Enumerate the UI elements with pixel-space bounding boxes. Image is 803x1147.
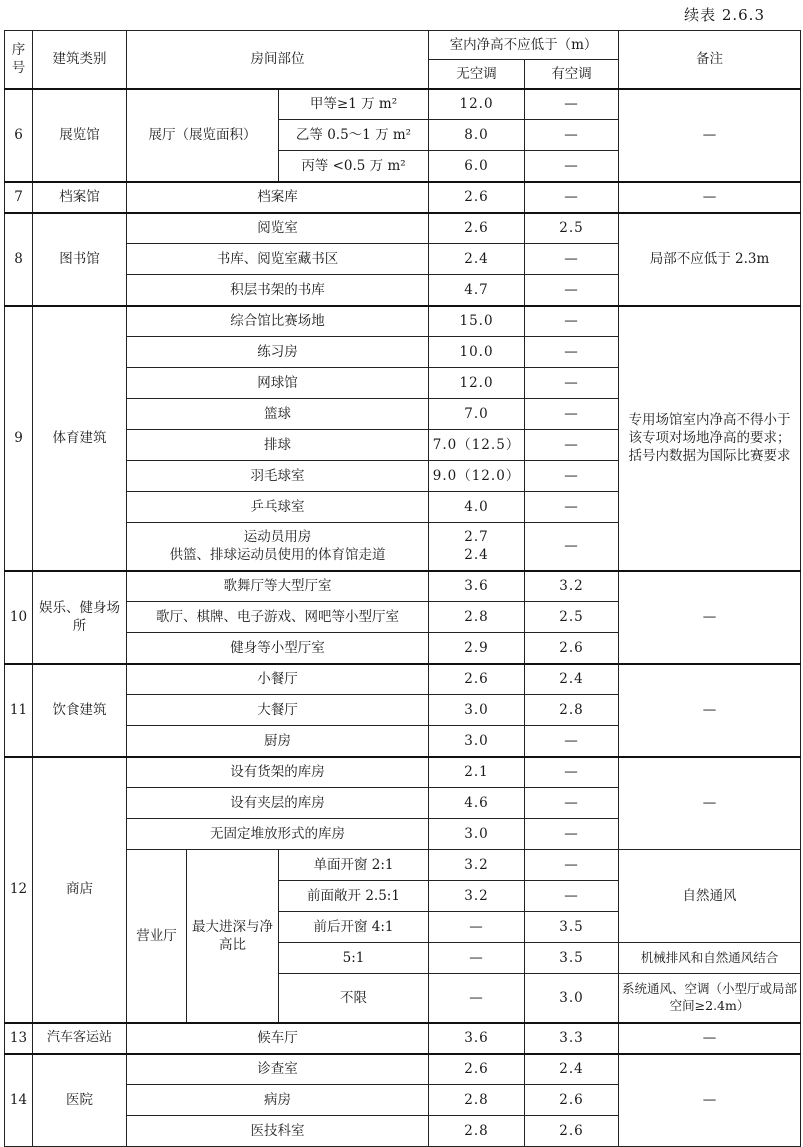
value-with-ac: 2.6: [525, 1085, 619, 1116]
value-with-ac: 3.5: [525, 912, 619, 943]
header-no: 序号: [5, 31, 33, 89]
value-with-ac: —: [525, 523, 619, 571]
room-name: 歌厅、棋牌、电子游戏、网吧等小型厅室: [127, 602, 429, 633]
table-row: [5, 1054, 801, 1085]
table-caption: 续表 2.6.3: [684, 6, 765, 24]
note: —: [619, 89, 801, 182]
header-type: 建筑类别: [33, 31, 127, 89]
value-no-ac: 3.0: [429, 726, 525, 757]
room-name: 书库、阅览室藏书区: [127, 244, 429, 275]
value-line: 2.4: [464, 547, 489, 564]
value-with-ac: —: [525, 461, 619, 492]
value-no-ac: —: [429, 974, 525, 1023]
building-type: 展览馆: [33, 89, 127, 182]
room-name: 不限: [279, 974, 429, 1023]
building-type: 医院: [33, 1054, 127, 1147]
value-no-ac: 15.0: [429, 306, 525, 337]
room-name: 练习房: [127, 337, 429, 368]
building-type: 娱乐、健身场所: [33, 571, 127, 664]
sub-category: 展厅（展览面积）: [127, 89, 279, 182]
value-no-ac: 6.0: [429, 151, 525, 182]
room-name: 综合馆比赛场地: [127, 306, 429, 337]
business-hall: 营业厅: [127, 850, 187, 1023]
value-no-ac: 4.7: [429, 275, 525, 306]
value-with-ac: 2.4: [525, 664, 619, 695]
note: —: [619, 182, 801, 213]
value-no-ac: 2.8: [429, 1116, 525, 1147]
value-no-ac: 2.9: [429, 633, 525, 664]
note: 系统通风、空调（小型厅或局部空间≥2.4m）: [619, 974, 801, 1023]
value-with-ac: —: [525, 244, 619, 275]
value-with-ac: —: [525, 492, 619, 523]
value-no-ac: 8.0: [429, 120, 525, 151]
building-type: 汽车客运站: [33, 1023, 127, 1054]
value-no-ac: 3.2: [429, 850, 525, 881]
row-no: 10: [5, 571, 33, 664]
room-name: 单面开窗 2:1: [279, 850, 429, 881]
value-with-ac: 2.6: [525, 1116, 619, 1147]
value-no-ac: 7.0: [429, 399, 525, 430]
room-name: 篮球: [127, 399, 429, 430]
value-with-ac: 2.5: [525, 602, 619, 633]
room-name: 候车厅: [127, 1023, 429, 1054]
value-with-ac: —: [525, 151, 619, 182]
value-no-ac: 2.4: [429, 244, 525, 275]
room-name: 档案库: [127, 182, 429, 213]
note: —: [619, 1023, 801, 1054]
row-no: 14: [5, 1054, 33, 1147]
value-with-ac: —: [525, 89, 619, 120]
room-name: 甲等≥1 万 m²: [279, 89, 429, 120]
room-name: 阅览室: [127, 213, 429, 244]
value-with-ac: —: [525, 337, 619, 368]
value-no-ac: 4.6: [429, 788, 525, 819]
value-no-ac: [429, 523, 525, 571]
room-name: 乙等 0.5～1 万 m²: [279, 120, 429, 151]
table-row: [5, 1023, 801, 1054]
value-no-ac: 12.0: [429, 89, 525, 120]
value-line: 2.7: [464, 529, 489, 546]
value-with-ac: —: [525, 182, 619, 213]
value-with-ac: —: [525, 399, 619, 430]
row-no: 6: [5, 89, 33, 182]
room-name: 小餐厅: [127, 664, 429, 695]
height-spec-table: [4, 30, 801, 1147]
table-row: [5, 757, 801, 788]
note: 局部不应低于 2.3m: [619, 213, 801, 306]
header-no-ac: 无空调: [429, 60, 525, 89]
row-no: 13: [5, 1023, 33, 1054]
value-no-ac: 2.6: [429, 213, 525, 244]
value-with-ac: —: [525, 368, 619, 399]
depth-height-ratio: 最大进深与净高比: [187, 850, 279, 1023]
note: 专用场馆室内净高不得小于该专项对场地净高的要求；括号内数据为国际比赛要求: [619, 306, 801, 571]
value-with-ac: 3.5: [525, 943, 619, 974]
value-with-ac: 2.6: [525, 633, 619, 664]
table-row: [5, 89, 801, 120]
value-no-ac: 3.6: [429, 571, 525, 602]
room-name: 诊查室: [127, 1054, 429, 1085]
room-name: 排球: [127, 430, 429, 461]
note: —: [619, 571, 801, 664]
header-note: 备注: [619, 31, 801, 89]
value-with-ac: 3.2: [525, 571, 619, 602]
value-no-ac: 3.0: [429, 695, 525, 726]
room-name: 前后开窗 4:1: [279, 912, 429, 943]
header-height: 室内净高不应低于（m）: [429, 31, 619, 60]
value-no-ac: 12.0: [429, 368, 525, 399]
note: —: [619, 1054, 801, 1147]
room-name: 网球馆: [127, 368, 429, 399]
value-no-ac: 2.8: [429, 1085, 525, 1116]
value-with-ac: —: [525, 306, 619, 337]
note: 自然通风: [619, 850, 801, 943]
room-name: [127, 523, 429, 571]
value-with-ac: —: [525, 275, 619, 306]
value-no-ac: 3.2: [429, 881, 525, 912]
room-name: 无固定堆放形式的库房: [127, 819, 429, 850]
header-room: 房间部位: [127, 31, 429, 89]
value-no-ac: 2.6: [429, 664, 525, 695]
value-no-ac: 2.6: [429, 1054, 525, 1085]
value-no-ac: 2.8: [429, 602, 525, 633]
value-with-ac: 3.3: [525, 1023, 619, 1054]
value-no-ac: 10.0: [429, 337, 525, 368]
value-no-ac: 9.0（12.0）: [429, 461, 525, 492]
value-with-ac: —: [525, 757, 619, 788]
value-no-ac: 3.6: [429, 1023, 525, 1054]
value-no-ac: 7.0（12.5）: [429, 430, 525, 461]
value-no-ac: 2.1: [429, 757, 525, 788]
value-with-ac: —: [525, 726, 619, 757]
row-no: 8: [5, 213, 33, 306]
value-with-ac: —: [525, 120, 619, 151]
value-with-ac: 2.5: [525, 213, 619, 244]
room-name: 歌舞厅等大型厅室: [127, 571, 429, 602]
value-with-ac: 3.0: [525, 974, 619, 1023]
value-with-ac: 2.8: [525, 695, 619, 726]
building-type: 商店: [33, 757, 127, 1023]
row-no: 12: [5, 757, 33, 1023]
value-with-ac: —: [525, 850, 619, 881]
value-no-ac: —: [429, 912, 525, 943]
value-with-ac: —: [525, 819, 619, 850]
table-row: [5, 306, 801, 337]
row-no: 9: [5, 306, 33, 571]
table-row: [5, 664, 801, 695]
room-name: 设有货架的库房: [127, 757, 429, 788]
room-name: 丙等 <0.5 万 m²: [279, 151, 429, 182]
note: 机械排风和自然通风结合: [619, 943, 801, 974]
building-type: 图书馆: [33, 213, 127, 306]
room-name: 设有夹层的库房: [127, 788, 429, 819]
building-type: 饮食建筑: [33, 664, 127, 757]
row-no: 7: [5, 182, 33, 213]
room-name: 乒乓球室: [127, 492, 429, 523]
room-name-line: 运动员用房: [243, 529, 312, 546]
room-name: 积层书架的书库: [127, 275, 429, 306]
table-row: [5, 182, 801, 213]
room-name: 厨房: [127, 726, 429, 757]
note: —: [619, 664, 801, 757]
room-name: 病房: [127, 1085, 429, 1116]
room-name: 健身等小型厅室: [127, 633, 429, 664]
room-name: 医技科室: [127, 1116, 429, 1147]
room-name: 5:1: [279, 943, 429, 974]
table-row: [5, 571, 801, 602]
room-name: 羽毛球室: [127, 461, 429, 492]
value-with-ac: —: [525, 788, 619, 819]
value-with-ac: —: [525, 881, 619, 912]
row-no: 11: [5, 664, 33, 757]
table-row: [5, 213, 801, 244]
note: —: [619, 757, 801, 850]
header-with-ac: 有空调: [525, 60, 619, 89]
value-no-ac: 2.6: [429, 182, 525, 213]
building-type: 档案馆: [33, 182, 127, 213]
value-no-ac: 3.0: [429, 819, 525, 850]
building-type: 体育建筑: [33, 306, 127, 571]
room-name: 大餐厅: [127, 695, 429, 726]
value-with-ac: —: [525, 430, 619, 461]
room-name: 前面敞开 2.5:1: [279, 881, 429, 912]
value-no-ac: —: [429, 943, 525, 974]
value-no-ac: 4.0: [429, 492, 525, 523]
value-with-ac: 2.4: [525, 1054, 619, 1085]
room-name-line: 供篮、排球运动员使用的体育馆走道: [169, 547, 386, 564]
